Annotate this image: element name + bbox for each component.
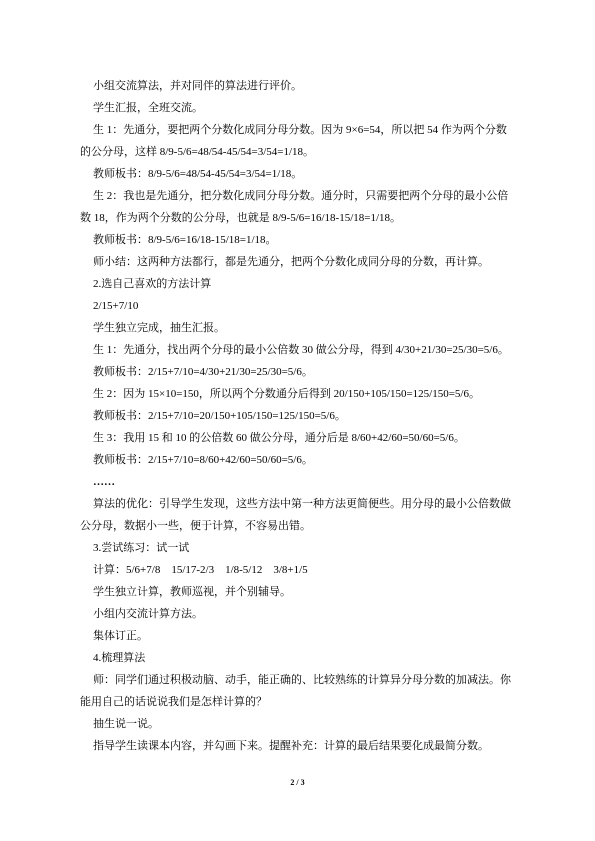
student-answer-paragraph (80, 339, 515, 361)
text-line: 计算：5/6+7/8 15/17-2/3 1/8-5/12 3/8+1/5 (93, 564, 308, 576)
text-line: 生 2：我也是先通分，把分数化成同分母分数。通分时，只需要把两个分母的最小公倍 (93, 190, 509, 202)
text-line: 师：同学们通过积极动脑、动手，能正确的、比较熟练的计算异分母分数的加减法。你 (93, 674, 511, 686)
student-answer-paragraph (80, 383, 515, 405)
paragraph (80, 75, 515, 97)
text-line: 公分母，数据小一些，便于计算，不容易出错。 (80, 520, 311, 532)
teacher-board-note (80, 163, 515, 185)
paragraph (80, 625, 515, 647)
section-heading (80, 647, 515, 669)
paragraph (80, 581, 515, 603)
exercise-expression (80, 295, 515, 317)
text-line: 数 18，作为两个分数的公分母，也就是 8/9-5/6=16/18-15/18=1/18。 (80, 212, 402, 224)
text-line: 2.选自己喜欢的方法计算 (93, 278, 212, 290)
algorithm-optimization-paragraph (80, 493, 515, 537)
text-line: …… (93, 476, 115, 488)
section-heading (80, 537, 515, 559)
text-line: 小组交流算法，并对同伴的算法进行评价。 (93, 80, 302, 92)
text-line: 师小结：这两种方法都行，都是先通分，把两个分数化成同分母的分数，再计算。 (93, 256, 489, 268)
text-line: 4.梳理算法 (93, 652, 146, 664)
student-answer-paragraph (80, 427, 515, 449)
text-line: 算法的优化：引导学生发现，这些方法中第一种方法更简便些。用分母的最小公倍数做 (93, 498, 511, 510)
teacher-board-note (80, 405, 515, 427)
text-line: 指导学生读课本内容，并勾画下来。提醒补充：计算的最后结果要化成最简分数。 (93, 740, 489, 752)
section-heading (80, 273, 515, 295)
text-line: 教师板书：8/9-5/6=48/54-45/54=3/54=1/18。 (93, 168, 303, 180)
exercise-expression (80, 559, 515, 581)
text-line: 教师板书：2/15+7/10=8/60+42/60=50/60=5/6。 (93, 454, 313, 466)
text-line: 教师板书：2/15+7/10=20/150+105/150=125/150=5/6。 (93, 410, 346, 422)
text-line: 学生独立计算，教师巡视，并个别辅导。 (93, 586, 291, 598)
teacher-board-note (80, 361, 515, 383)
text-line: 学生独立完成，抽生汇报。 (93, 322, 225, 334)
text-line: 生 1：先通分，要把两个分数化成同分母分数。因为 9×6=54，所以把 54 作为两个分数 (93, 124, 507, 136)
text-line: 生 1：先通分，找出两个分母的最小公倍数 30 做公分母，得到 4/30+21/30=25/30=5/6。 (93, 344, 509, 356)
text-line: 集体订正。 (93, 630, 148, 642)
document-body (80, 75, 515, 757)
student-answer-paragraph (80, 119, 515, 163)
text-line: 教师板书：8/9-5/6=16/18-15/18=1/18。 (93, 234, 277, 246)
teacher-question-paragraph (80, 669, 515, 713)
text-line: 生 2：因为 15×10=150，所以两个分数通分后得到 20/150+105/150=125/150=5/6。 (93, 388, 480, 400)
student-answer-paragraph (80, 185, 515, 229)
text-line: 2/15+7/10 (93, 300, 139, 312)
paragraph (80, 317, 515, 339)
paragraph (80, 97, 515, 119)
text-line: 抽生说一说。 (93, 718, 159, 730)
paragraph (80, 603, 515, 625)
text-line: 的公分母，这样 8/9-5/6=48/54-45/54=3/54=1/18。 (80, 146, 315, 158)
text-line: 教师板书：2/15+7/10=4/30+21/30=25/30=5/6。 (93, 366, 313, 378)
text-line: 学生汇报，全班交流。 (93, 102, 203, 114)
paragraph (80, 735, 515, 757)
ellipsis (80, 471, 515, 493)
teacher-board-note (80, 229, 515, 251)
text-line: 能用自己的话说说我们是怎样计算的？ (80, 696, 267, 708)
text-line: 小组内交流计算方法。 (93, 608, 203, 620)
page-number: 2 / 3 (290, 778, 305, 787)
text-line: 生 3：我用 15 和 10 的公倍数 60 做公分母，通分后是 8/60+42/60=50/60=5/6。 (93, 432, 465, 444)
teacher-summary (80, 251, 515, 273)
teacher-board-note (80, 449, 515, 471)
text-line: 3.尝试练习：试一试 (93, 542, 190, 554)
paragraph (80, 713, 515, 735)
